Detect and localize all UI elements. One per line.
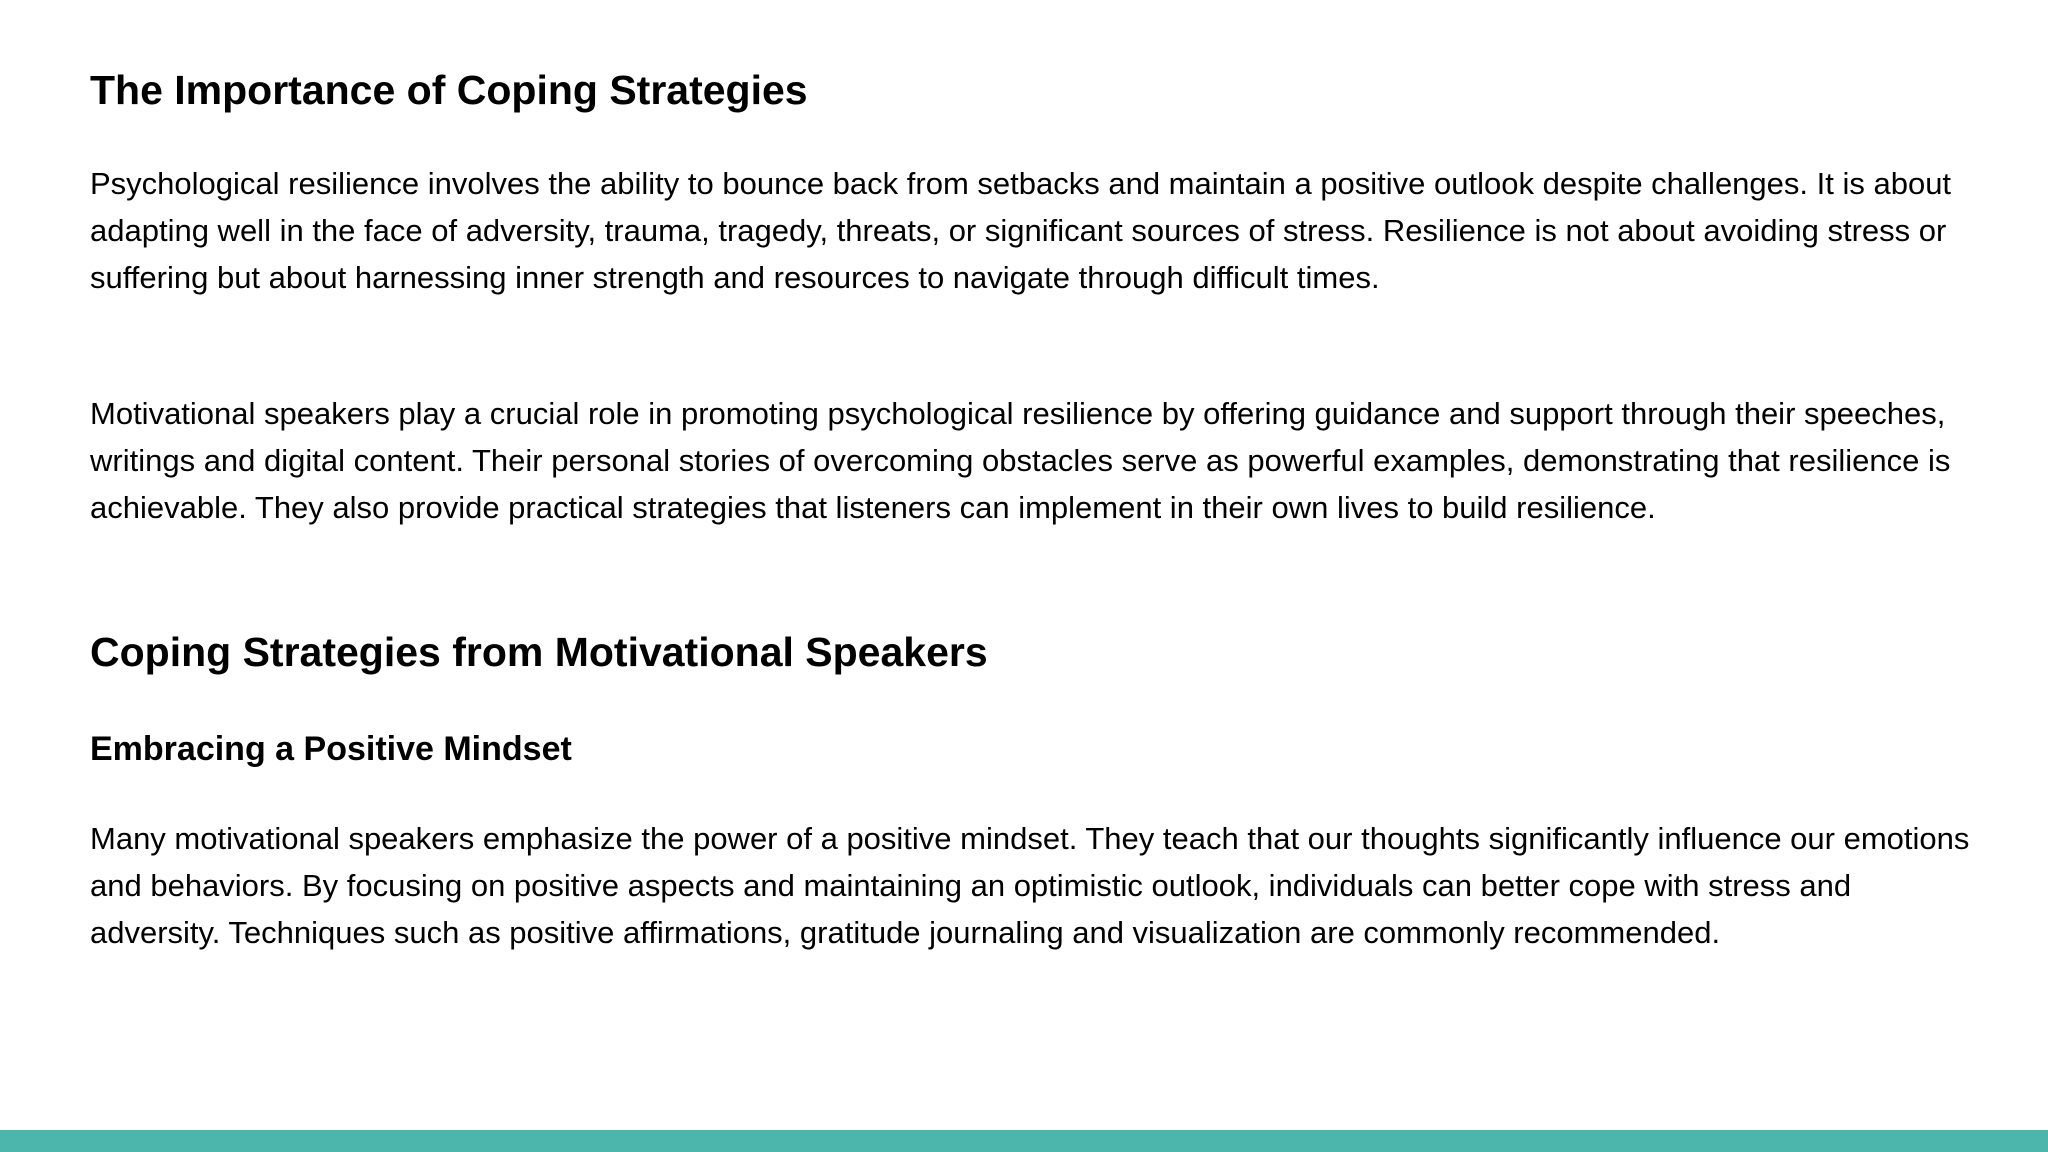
- paragraph-resilience-definition: Psychological resilience involves the ability to bounce back from setbacks and maintain a positive outlook despite challenges. It is about adapting well in the face of adversity, trauma, tragedy, threats, or significant sources of stress. Resilience is not about avoiding stress or suffering but about harnessing inner strength and resources to navigate through difficult times.: [90, 166, 1952, 295]
- section-heading-importance: The Importance of Coping Strategies: [90, 67, 808, 113]
- subsection-heading-positive-mindset: Embracing a Positive Mindset: [90, 730, 572, 768]
- paragraph-positive-mindset: Many motivational speakers emphasize the power of a positive mindset. They teach that our thoughts significantly influence our emotions and behaviors. By focusing on positive aspects and maintaining an optimistic outlook, individuals can better cope with stress and adversity. Techniques such as positive affirmations, gratitude journaling and visualization are commonly recommended.: [90, 821, 1970, 950]
- section-heading-coping-strategies: Coping Strategies from Motivational Speakers: [90, 629, 988, 675]
- paragraph-motivational-speakers-role: Motivational speakers play a crucial role in promoting psychological resilience by offering guidance and support through their speeches, writings and digital content. Their personal stories of overcoming obstacles serve as powerful examples, demonstrating that resilience is achievable. They also provide practical strategies that listeners can implement in their own lives to build resilience.: [90, 396, 1951, 525]
- footer-accent-bar: [0, 1130, 2048, 1152]
